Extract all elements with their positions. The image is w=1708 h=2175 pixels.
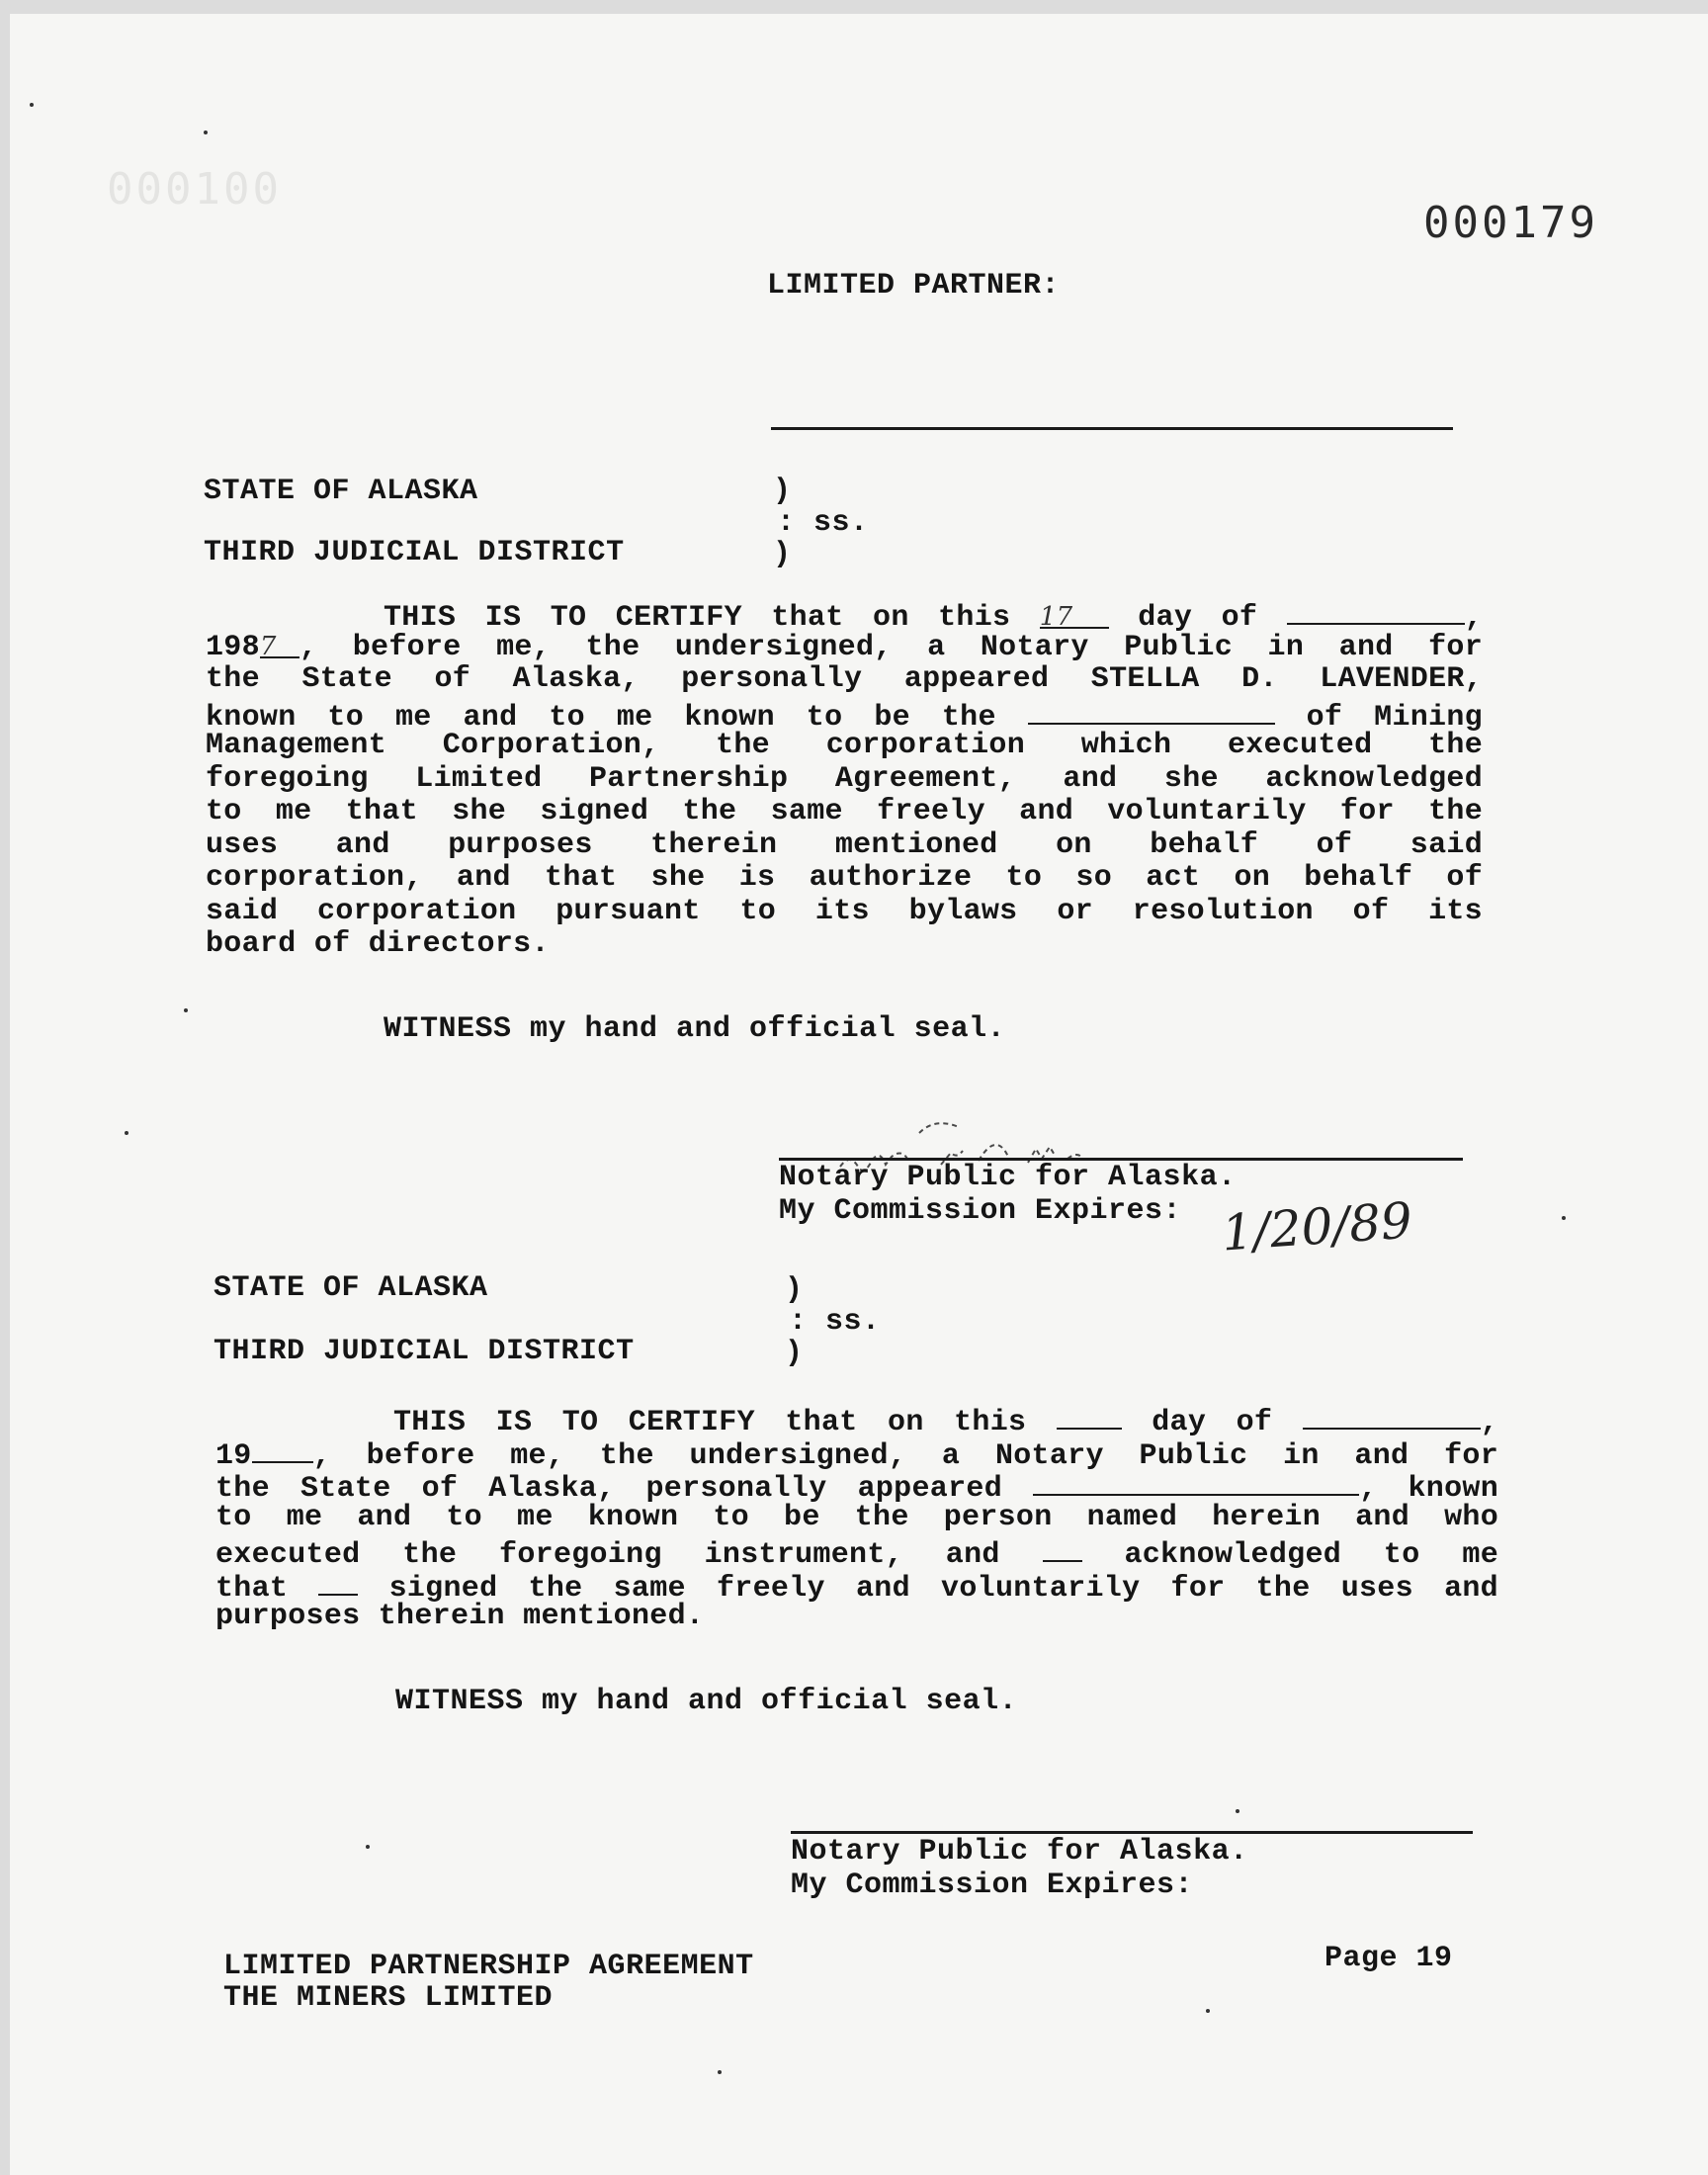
text: 19: [215, 1438, 252, 1473]
handwritten-commission-date: 1/20/89: [1220, 1191, 1414, 1262]
document-page: [10, 14, 1708, 2175]
venue-district-2: THIRD JUDICIAL DISTRICT: [214, 1335, 635, 1368]
name-blank: [1033, 1468, 1359, 1496]
ghost-stamp: 000100: [107, 164, 282, 215]
venue-district-1: THIRD JUDICIAL DISTRICT: [204, 536, 625, 569]
venue-state-1: STATE OF ALASKA: [204, 475, 478, 508]
page-number: Page 19: [1324, 1942, 1453, 1975]
certification-paragraph-1: [206, 597, 1483, 962]
text: uses and purposes therein mentioned on behalf of said: [206, 827, 1483, 862]
text: to me and to me known to be the person named herein and who: [215, 1500, 1498, 1534]
month-blank: [1287, 597, 1465, 625]
pronoun-blank: [1043, 1534, 1082, 1562]
notary-signature-line-2: [791, 1831, 1473, 1834]
month-blank: [1303, 1402, 1481, 1430]
pronoun-blank: [318, 1568, 358, 1596]
witness-line-1: WITNESS my hand and official seal.: [384, 1012, 1006, 1046]
text: , before me, the undersigned, a Notary Public in and for: [299, 630, 1483, 664]
title-blank: [1028, 697, 1275, 725]
day-blank: [1039, 601, 1109, 632]
scan-speck: [30, 103, 34, 107]
venue-paren-close-1: ): [773, 538, 792, 571]
scan-speck: [366, 1845, 370, 1849]
venue-ss-1: : ss.: [777, 506, 869, 540]
day-blank: [1057, 1402, 1122, 1430]
text: executed the foregoing instrument, and: [215, 1538, 1000, 1572]
scan-speck: [1206, 2009, 1210, 2013]
handwritten-day: 17: [1039, 602, 1073, 632]
venue-ss-2: : ss.: [789, 1305, 881, 1339]
text: foregoing Limited Partnership Agreement, and she acknowledged: [206, 761, 1483, 796]
text: day of: [1138, 601, 1258, 635]
text: ,: [1464, 601, 1484, 635]
text: to me that she signed the same freely and voluntarily for the: [206, 795, 1483, 828]
handwritten-year: 7: [259, 631, 277, 661]
venue-paren-open-2: ): [785, 1273, 804, 1307]
text: 198: [206, 630, 260, 664]
notary-label-1: Notary Public for Alaska.: [779, 1161, 1237, 1194]
witness-line-2: WITNESS my hand and official seal.: [395, 1685, 1018, 1718]
text: corporation, and that she is authorize to so act on behalf of: [206, 861, 1483, 895]
year-blank: [259, 631, 299, 661]
text: purposes therein mentioned.: [215, 1600, 705, 1633]
text: the State of Alaska, personally appeared STELLA D. LAVENDER,: [206, 662, 1483, 696]
text: the State of Alaska, personally appeared: [215, 1472, 1003, 1506]
text: known to me and to me known to be the: [206, 700, 996, 735]
text: Management Corporation, the corporation which executed the: [206, 729, 1483, 762]
scan-speck: [184, 1008, 188, 1012]
commission-label-1: My Commission Expires:: [779, 1194, 1182, 1228]
text: , before me, the undersigned, a Notary Public in and for: [312, 1438, 1498, 1473]
text: signed the same freely and voluntarily for the uses and: [388, 1571, 1498, 1606]
footer-title-line1: LIMITED PARTNERSHIP AGREEMENT: [223, 1950, 754, 1983]
limited-partner-label: LIMITED PARTNER:: [767, 269, 1061, 303]
text: ,: [1480, 1406, 1499, 1439]
venue-state-2: STATE OF ALASKA: [214, 1271, 488, 1305]
text: THIS IS TO CERTIFY that on this: [393, 1406, 1027, 1439]
text: that: [215, 1571, 289, 1606]
commission-label-2: My Commission Expires:: [791, 1869, 1194, 1902]
scan-speck: [1236, 1809, 1239, 1813]
text: THIS IS TO CERTIFY that on this: [384, 601, 1011, 635]
scan-speck: [1562, 1216, 1566, 1220]
scan-speck: [125, 1131, 128, 1135]
text: board of directors.: [206, 927, 550, 961]
document-number: 000179: [1423, 198, 1598, 248]
certification-paragraph-2: [215, 1402, 1498, 1634]
venue-paren-close-2: ): [785, 1337, 804, 1370]
text: said corporation pursuant to its bylaws or resolution of its: [206, 894, 1483, 928]
text: of Mining: [1306, 700, 1483, 735]
footer-title-line2: THE MINERS LIMITED: [223, 1981, 554, 2015]
scan-speck: [718, 2070, 722, 2074]
limited-partner-signature-line: [771, 427, 1453, 430]
notary-label-2: Notary Public for Alaska.: [791, 1835, 1248, 1869]
text: , known: [1359, 1472, 1499, 1506]
text: day of: [1152, 1406, 1273, 1439]
venue-paren-open-1: ): [773, 475, 792, 508]
scan-speck: [204, 130, 208, 134]
year-blank: [252, 1436, 313, 1463]
text: acknowledged to me: [1124, 1538, 1498, 1572]
